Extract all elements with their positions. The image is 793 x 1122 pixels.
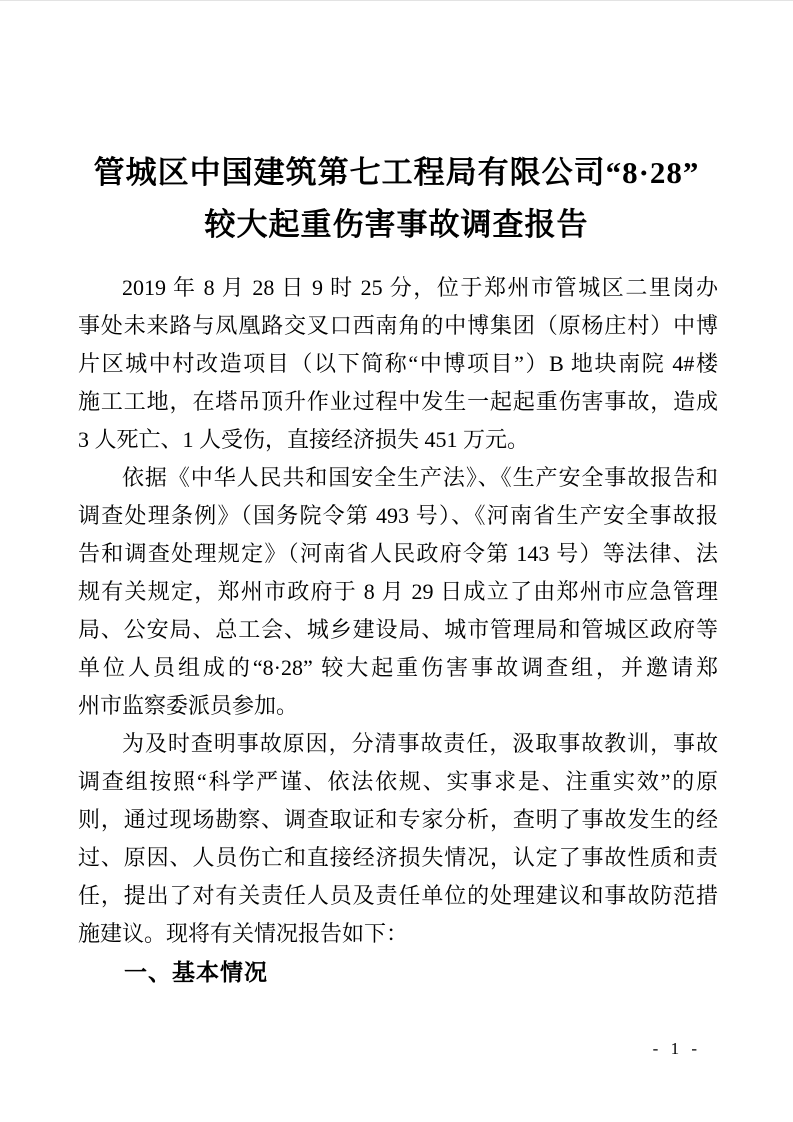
body-line: 局、公安局、总工会、城乡建设局、城市管理局和管城区政府等 <box>78 617 718 642</box>
body-line: 施工工地，在塔吊顶升作业过程中发生一起起重伤害事故，造成 <box>78 389 718 414</box>
body-line: 2019 年 8 月 28 日 9 时 25 分，位于郑州市管城区二里岗办 <box>122 275 718 300</box>
body-line: 3 人死亡、1 人受伤，直接经济损失 451 万元。 <box>78 427 530 452</box>
document-title-line-1: 管城区中国建筑第七工程局有限公司“8·28” <box>93 155 700 190</box>
body-line: 为及时查明事故原因，分清事故责任，汲取事故教训，事故 <box>122 731 718 756</box>
body-line: 依据《中华人民共和国安全生产法》、《生产安全事故报告和 <box>122 465 718 490</box>
body-line: 州市监察委派员参加。 <box>78 693 299 718</box>
body-line: 片区城中村改造项目（以下简称“中博项目”）B 地块南院 4#楼 <box>78 351 718 376</box>
body-line: 事处未来路与凤凰路交叉口西南角的中博集团（原杨庄村）中博 <box>78 313 718 338</box>
body-line: 过、原因、人员伤亡和直接经济损失情况，认定了事故性质和责 <box>78 845 718 870</box>
body-line: 调查处理条例》（国务院令第 493 号）、《河南省生产安全事故报 <box>78 503 718 528</box>
body-line: 则，通过现场勘察、调查取证和专家分析，查明了事故发生的经 <box>78 807 718 832</box>
body-line: 调查组按照“科学严谨、依法依规、实事求是、注重实效”的原 <box>78 769 718 794</box>
body-line: 单位人员组成的“8·28” 较大起重伤害事故调查组，并邀请郑 <box>78 655 718 680</box>
body-line: 规有关规定，郑州市政府于 8 月 29 日成立了由郑州市应急管理 <box>78 579 718 604</box>
body-line: 任，提出了对有关责任人员及责任单位的处理建议和事故防范措 <box>78 883 718 908</box>
body-line: 告和调查处理规定》（河南省人民政府令第 143 号）等法律、法 <box>78 541 718 566</box>
section-heading-basic-info: 一、基本情况 <box>124 959 268 985</box>
document-title <box>0 147 793 251</box>
page-number: - 1 - <box>652 1039 701 1058</box>
body-line: 施建议。现将有关情况报告如下： <box>78 921 409 946</box>
document-title-line-2: 较大起重伤害事故调查报告 <box>204 207 589 242</box>
document-body <box>78 269 718 991</box>
